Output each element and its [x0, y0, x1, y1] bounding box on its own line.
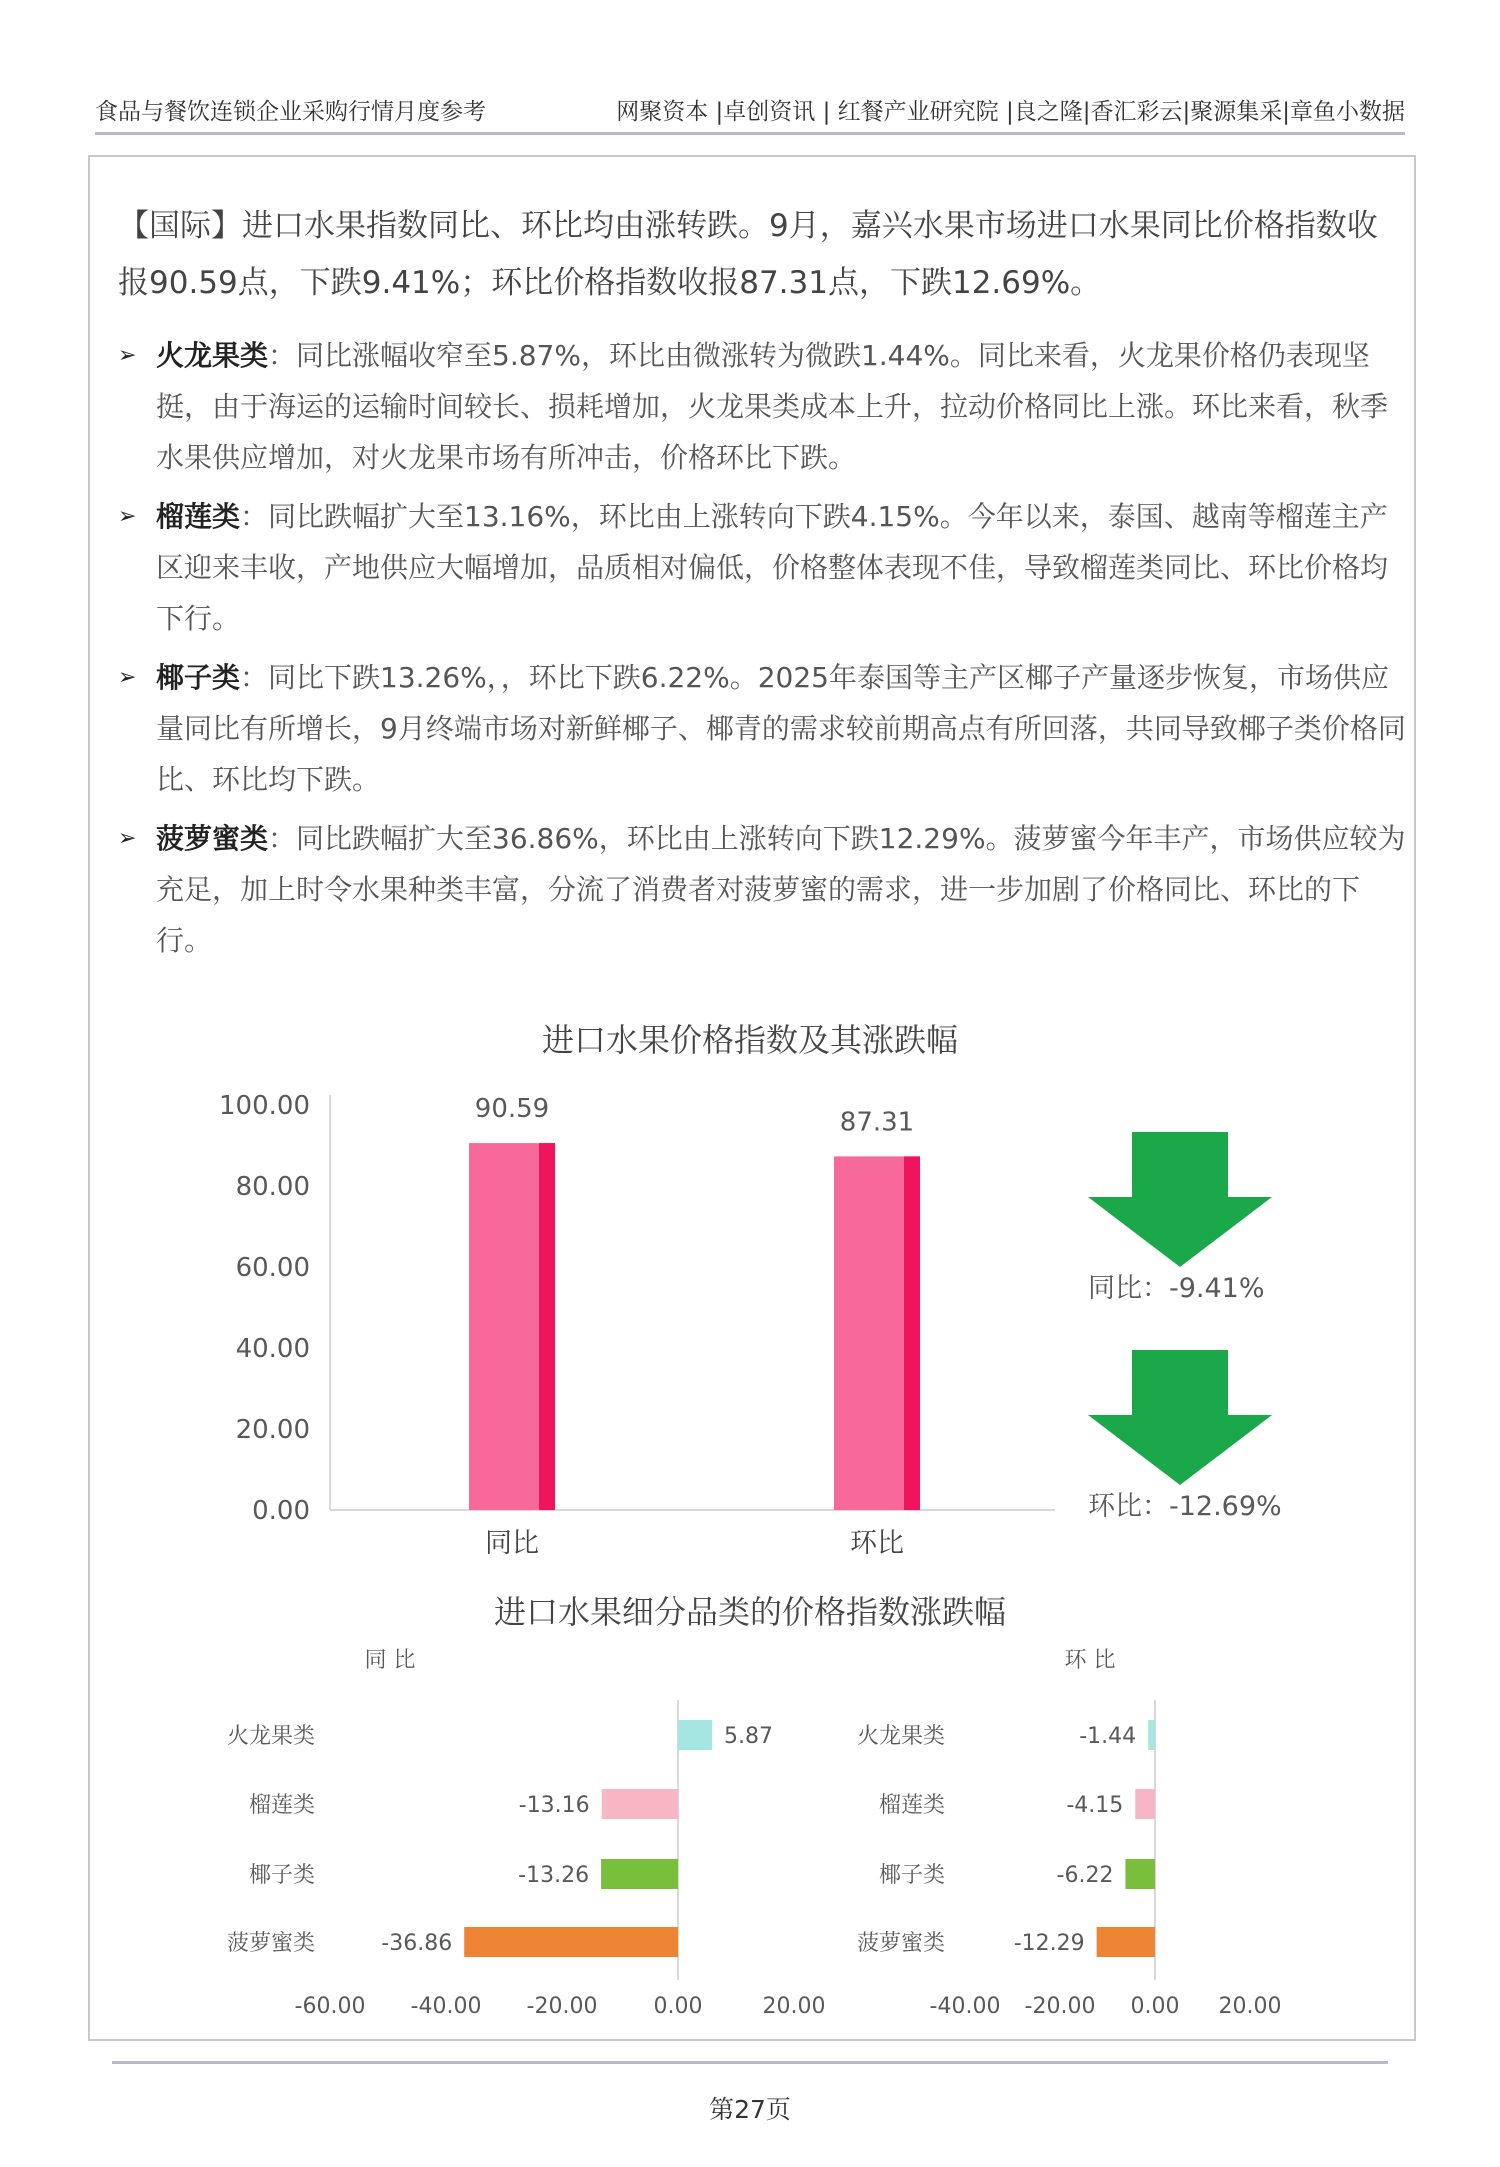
bar	[1148, 1720, 1155, 1750]
y-tick-label: 80.00	[235, 1172, 310, 1202]
bar	[1135, 1789, 1155, 1819]
y-tick-label: 40.00	[235, 1334, 310, 1364]
bullet-arrow-icon: ➢	[118, 504, 137, 529]
page-number: 第27页	[709, 2095, 791, 2124]
bar	[602, 1789, 678, 1819]
bar	[678, 1720, 712, 1750]
x-tick-label: 同比	[485, 1528, 539, 1559]
x-tick-label: 环比	[850, 1528, 904, 1559]
x-tick-label: -60.00	[294, 1994, 366, 2019]
data-label: -13.26	[518, 1863, 590, 1888]
x-tick-label: -40.00	[929, 1994, 1001, 2019]
category-change-chart	[0, 1640, 1500, 2040]
category-label: 菠萝蜜类	[856, 1931, 945, 1956]
bullet-name: 榴莲类	[156, 500, 241, 533]
chart-title-index: 进口水果价格指数及其涨跌幅	[541, 1021, 958, 1059]
change-label: 环比：-12.69%	[1088, 1491, 1282, 1522]
data-label: -36.86	[381, 1931, 453, 1956]
bullet-name: 椰子类	[156, 661, 241, 694]
x-tick-label: 20.00	[1218, 1994, 1282, 2019]
category-label: 菠萝蜜类	[226, 1931, 315, 1956]
y-tick-label: 100.00	[219, 1091, 310, 1121]
bullet-arrow-icon: ➢	[118, 343, 137, 368]
bar-edge	[539, 1143, 555, 1510]
data-label: -13.16	[518, 1793, 590, 1818]
data-label: -1.44	[1079, 1724, 1137, 1749]
y-tick-label: 60.00	[235, 1253, 310, 1283]
bullet-text: ：同比跌幅扩大至36.86%，环比由上涨转向下跌12.29%。菠萝蜜今年丰产，市场供应较为充足，加上时令水果种类丰富，分流了消费者对菠萝蜜的需求，进一步加剧了价格同比、环比的下行。	[156, 822, 1406, 957]
bullet-arrow-icon: ➢	[118, 665, 137, 690]
data-label: 87.31	[839, 1107, 915, 1138]
bar	[464, 1927, 678, 1957]
header-sources: 网聚资本 |卓创资讯 | 红餐产业研究院 |良之隆|香汇彩云|聚源集采|章鱼小数据	[616, 98, 1405, 125]
category-label: 榴莲类	[248, 1793, 315, 1818]
bullet-name: 菠萝蜜类	[156, 822, 269, 855]
mom-panel-title: 环 比	[1064, 1648, 1116, 1673]
data-label: -6.22	[1056, 1863, 1114, 1888]
bullet-item	[118, 652, 1408, 805]
x-tick-label: -40.00	[410, 1994, 482, 2019]
bullet-list	[118, 330, 1408, 974]
category-label: 椰子类	[248, 1863, 315, 1888]
x-tick-label: 0.00	[1130, 1994, 1180, 2019]
header-left-title: 食品与餐饮连锁企业采购行情月度参考	[95, 98, 486, 125]
bullet-text: ：同比下跌13.26%，，环比下跌6.22%。2025年泰国等主产区椰子产量逐步恢复，市场供应量同比有所增长，9月终端市场对新鲜椰子、椰青的需求较前期高点有所回落，共同导致椰子类价格同比、环比均下跌。	[156, 661, 1406, 796]
data-label: 90.59	[474, 1094, 550, 1125]
data-label: -4.15	[1066, 1793, 1124, 1818]
bullet-name: 火龙果类	[156, 339, 269, 372]
change-label: 同比：-9.41%	[1088, 1273, 1265, 1304]
bar	[1097, 1927, 1155, 1957]
bullet-text: ：同比跌幅扩大至13.16%，环比由上涨转向下跌4.15%。今年以来，泰国、越南等榴莲主产区迎来丰收，产地供应大幅增加，品质相对偏低，价格整体表现不佳，导致榴莲类同比、环比价格均下行。	[156, 500, 1389, 635]
down-arrow-icon	[1088, 1132, 1272, 1267]
x-tick-label: 0.00	[653, 1994, 703, 2019]
y-tick-label: 20.00	[235, 1415, 310, 1445]
index-bar-chart	[0, 1080, 1500, 1580]
footer-divider	[112, 2061, 1388, 2064]
bullet-item	[118, 813, 1408, 966]
category-label: 榴莲类	[878, 1793, 945, 1818]
bullet-arrow-icon: ➢	[118, 826, 137, 851]
data-label: 5.87	[724, 1724, 774, 1749]
x-tick-label: 20.00	[762, 1994, 826, 2019]
category-label: 火龙果类	[226, 1724, 315, 1749]
down-arrow-icon	[1088, 1350, 1272, 1485]
bar	[601, 1859, 678, 1889]
category-label: 火龙果类	[856, 1724, 945, 1749]
x-tick-label: -20.00	[526, 1994, 598, 2019]
category-label: 椰子类	[878, 1863, 945, 1888]
bullet-item	[118, 491, 1408, 644]
y-tick-label: 0.00	[252, 1496, 310, 1526]
page-header	[95, 86, 1405, 135]
chart-title-category: 进口水果细分品类的价格指数涨跌幅	[493, 1593, 1006, 1631]
bullet-text: ：同比涨幅收窄至5.87%，环比由微涨转为微跌1.44%。同比来看，火龙果价格仍表现坚挺，由于海运的运输时间较长、损耗增加，火龙果类成本上升，拉动价格同比上涨。环比来看，秋季水果供应增加，对火龙果市场有所冲击，价格环比下跌。	[156, 339, 1389, 474]
bar	[1125, 1859, 1155, 1889]
bullet-item	[118, 330, 1408, 483]
data-label: -12.29	[1013, 1931, 1085, 1956]
bar-edge	[904, 1156, 920, 1510]
intro-paragraph: 【国际】进口水果指数同比、环比均由涨转跌。9月，嘉兴水果市场进口水果同比价格指数收报90.59点，下跌9.41%；环比价格指数收报87.31点，下跌12.69%。	[118, 208, 1378, 301]
yoy-panel-title: 同 比	[364, 1648, 416, 1673]
x-tick-label: -20.00	[1024, 1994, 1096, 2019]
